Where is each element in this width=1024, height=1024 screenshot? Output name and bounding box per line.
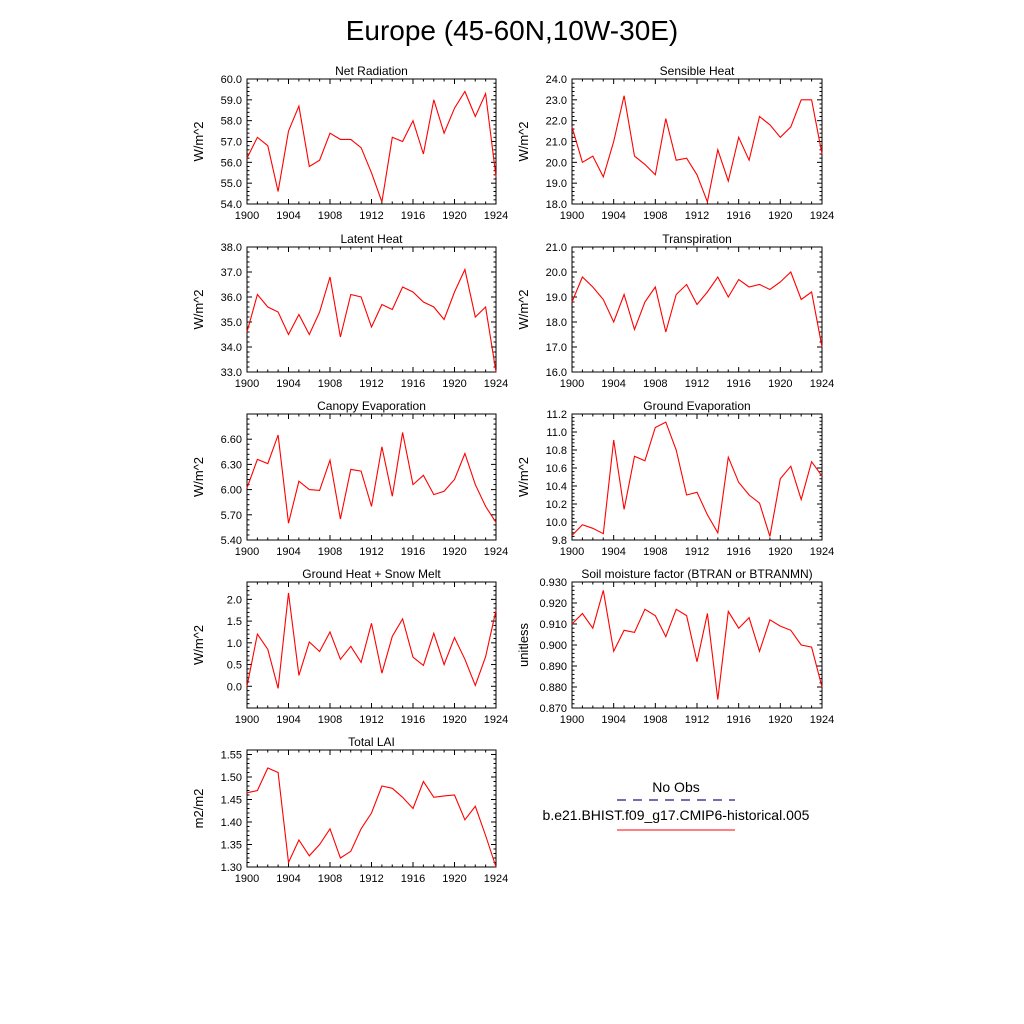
y-tick-label: 0.920 (539, 598, 567, 610)
y-axis-label: unitless (516, 622, 531, 668)
y-tick-label: 57.0 (220, 136, 242, 149)
y-tick-label: 19.0 (545, 178, 567, 191)
y-tick-label: 9.8 (551, 535, 567, 547)
y-tick-label: 21.0 (545, 242, 567, 254)
panel-title: Sensible Heat (659, 64, 735, 78)
x-tick-label: 1912 (359, 546, 384, 558)
y-tick-label: 6.30 (220, 459, 242, 472)
x-tick-label: 1912 (359, 714, 384, 726)
x-tick-label: 1904 (276, 714, 301, 726)
x-tick-label: 1916 (726, 210, 751, 222)
y-tick-label: 10.4 (545, 481, 567, 493)
y-tick-label: 21.0 (545, 136, 567, 149)
y-tick-label: 19.0 (545, 292, 567, 304)
x-tick-label: 1916 (400, 873, 426, 885)
y-axis-label: W/m^2 (516, 456, 531, 498)
y-tick-label: 22.0 (545, 115, 567, 128)
x-tick-label: 1900 (234, 378, 260, 390)
y-tick-label: 59.0 (220, 94, 242, 107)
legend-model-label: b.e21.BHIST.f09_g17.CMIP6-historical.005 (542, 807, 810, 823)
y-tick-label: 17.0 (545, 342, 567, 354)
x-tick-label: 1900 (234, 546, 260, 558)
y-tick-label: 0.890 (539, 661, 567, 673)
y-tick-label: 33.0 (220, 367, 242, 379)
y-tick-label: 10.0 (545, 517, 567, 529)
x-tick-label: 1920 (768, 546, 793, 558)
x-tick-label: 1908 (643, 714, 668, 726)
y-axis-label: m2/m2 (191, 788, 206, 829)
y-tick-label: 1.55 (220, 749, 242, 762)
y-tick-label: 20.0 (545, 267, 567, 279)
y-tick-label: 10.6 (545, 463, 567, 475)
panel-title: Transpiration (662, 232, 732, 246)
y-tick-label: 1.45 (220, 794, 242, 807)
x-tick-label: 1908 (643, 210, 668, 222)
x-tick-label: 1904 (276, 210, 301, 222)
y-tick-label: 24.0 (545, 74, 567, 86)
x-tick-label: 1908 (317, 210, 343, 222)
x-tick-label: 1904 (276, 378, 301, 390)
x-tick-label: 1912 (359, 210, 384, 222)
y-tick-label: 1.35 (220, 839, 242, 852)
x-tick-label: 1904 (276, 873, 301, 885)
y-tick-label: 16.0 (545, 367, 567, 379)
x-tick-label: 1924 (809, 546, 835, 558)
panel-title: Latent Heat (340, 232, 403, 246)
x-tick-label: 1912 (359, 873, 384, 885)
x-tick-label: 1900 (234, 714, 260, 726)
legend-obs-label: No Obs (652, 779, 700, 795)
x-tick-label: 1908 (317, 378, 343, 390)
x-tick-label: 1916 (726, 378, 751, 390)
y-tick-label: 6.60 (220, 434, 242, 447)
x-tick-label: 1912 (684, 378, 710, 390)
x-tick-label: 1912 (684, 714, 710, 726)
x-tick-label: 1912 (684, 546, 710, 558)
y-tick-label: 20.0 (545, 157, 567, 170)
y-axis-label: W/m^2 (191, 121, 206, 162)
x-tick-label: 1924 (809, 378, 835, 390)
x-tick-label: 1912 (684, 210, 710, 222)
panel-title: Total LAI (348, 735, 395, 749)
x-tick-label: 1908 (317, 546, 343, 558)
y-tick-label: 18.0 (545, 199, 567, 211)
x-tick-label: 1924 (483, 378, 509, 390)
y-tick-label: 2.0 (226, 594, 242, 607)
y-tick-label: 0.5 (226, 659, 242, 672)
x-tick-label: 1904 (276, 546, 301, 558)
y-tick-label: 35.0 (220, 317, 242, 329)
x-tick-label: 1900 (559, 546, 585, 558)
x-tick-label: 1920 (442, 873, 467, 885)
y-tick-label: 0.900 (539, 640, 567, 652)
panel-title: Ground Evaporation (643, 399, 751, 413)
y-tick-label: 1.30 (220, 862, 242, 874)
x-tick-label: 1920 (768, 210, 793, 222)
y-axis-label: W/m^2 (191, 624, 206, 666)
y-tick-label: 1.50 (220, 772, 242, 784)
y-tick-label: 18.0 (545, 317, 567, 329)
y-tick-label: 1.5 (226, 616, 242, 629)
x-tick-label: 1916 (400, 210, 426, 222)
y-axis-label: W/m^2 (516, 289, 531, 330)
y-tick-label: 34.0 (220, 342, 242, 354)
x-tick-label: 1916 (726, 714, 751, 726)
y-tick-label: 0.0 (226, 681, 242, 694)
x-tick-label: 1916 (400, 378, 426, 390)
x-tick-label: 1908 (643, 378, 668, 390)
x-tick-label: 1904 (601, 210, 626, 222)
y-tick-label: 11.0 (546, 427, 567, 439)
panel-title: Soil moisture factor (BTRAN or BTRANMN) (581, 567, 813, 581)
panel-title: Ground Heat + Snow Melt (302, 567, 441, 581)
figure-title: Europe (45-60N,10W-30E) (345, 15, 679, 46)
x-tick-label: 1920 (442, 210, 467, 222)
y-tick-label: 0.930 (539, 577, 567, 589)
panel-title: Net Radiation (335, 64, 408, 78)
x-tick-label: 1904 (601, 546, 626, 558)
y-tick-label: 56.0 (220, 157, 242, 170)
y-tick-label: 38.0 (220, 242, 242, 254)
x-tick-label: 1900 (559, 378, 585, 390)
y-tick-label: 6.00 (220, 484, 242, 497)
x-tick-label: 1924 (483, 210, 509, 222)
y-tick-label: 37.0 (220, 267, 242, 279)
x-tick-label: 1908 (643, 546, 668, 558)
y-tick-label: 55.0 (220, 178, 242, 191)
x-tick-label: 1920 (442, 378, 467, 390)
y-tick-label: 60.0 (220, 74, 242, 86)
y-axis-label: W/m^2 (191, 289, 206, 330)
y-axis-label: W/m^2 (516, 121, 531, 162)
x-tick-label: 1924 (809, 210, 835, 222)
y-axis-label: W/m^2 (191, 456, 206, 498)
x-tick-label: 1924 (483, 546, 509, 558)
x-tick-label: 1920 (442, 714, 467, 726)
x-tick-label: 1900 (559, 714, 585, 726)
x-tick-label: 1900 (234, 873, 260, 885)
y-tick-label: 0.910 (539, 619, 567, 631)
y-tick-label: 54.0 (220, 199, 242, 211)
y-tick-label: 5.40 (220, 535, 242, 547)
y-tick-label: 10.2 (545, 499, 567, 511)
x-tick-label: 1924 (483, 714, 509, 726)
x-tick-label: 1924 (483, 873, 509, 885)
panel-title: Canopy Evaporation (317, 399, 426, 413)
x-tick-label: 1908 (317, 873, 343, 885)
x-tick-label: 1900 (559, 210, 585, 222)
x-tick-label: 1916 (400, 546, 426, 558)
x-tick-label: 1924 (809, 714, 835, 726)
y-tick-label: 5.70 (220, 509, 242, 522)
x-tick-label: 1908 (317, 714, 343, 726)
y-tick-label: 23.0 (545, 94, 567, 107)
y-tick-label: 1.40 (220, 817, 242, 829)
y-tick-label: 0.880 (539, 682, 567, 694)
x-tick-label: 1916 (726, 546, 751, 558)
x-tick-label: 1920 (768, 378, 793, 390)
y-tick-label: 0.870 (539, 703, 567, 715)
x-tick-label: 1904 (601, 378, 626, 390)
x-tick-label: 1912 (359, 378, 384, 390)
y-tick-label: 10.8 (545, 445, 567, 457)
y-tick-label: 11.2 (546, 409, 567, 421)
y-tick-label: 1.0 (226, 637, 242, 650)
y-tick-label: 36.0 (220, 292, 242, 304)
x-tick-label: 1920 (768, 714, 793, 726)
x-tick-label: 1920 (442, 546, 467, 558)
x-tick-label: 1916 (400, 714, 426, 726)
y-tick-label: 58.0 (220, 115, 242, 128)
x-tick-label: 1904 (601, 714, 626, 726)
x-tick-label: 1900 (234, 210, 260, 222)
